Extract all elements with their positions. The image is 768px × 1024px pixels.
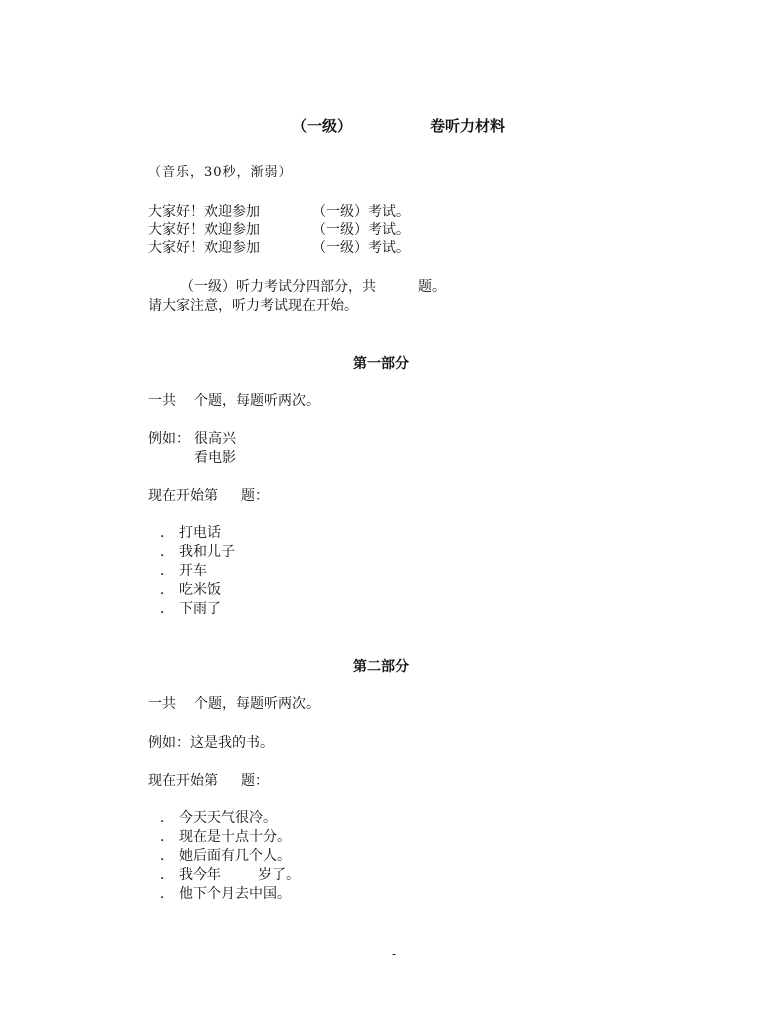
part1-example-label: 例如： (148, 431, 190, 447)
part1-count-start: 一共 (148, 393, 176, 409)
part1-item-4: 吃米饭 (179, 582, 221, 598)
part2-item-5: 他下个月去中国。 (179, 886, 291, 902)
part2-item-2: 现在是十点十分。 (179, 829, 291, 845)
part1-item-3-marker: ． (160, 563, 174, 579)
part2-item-4: 我今年 (179, 867, 221, 883)
part1-item-1: 打电话 (179, 525, 221, 541)
part2-item-3-marker: ． (160, 848, 174, 864)
part1-item-4-marker: ． (160, 582, 174, 598)
title-name: 卷听力材料 (430, 117, 506, 135)
part1-item-5-marker: ． (160, 601, 174, 617)
part2-item-2-marker: ． (160, 829, 174, 845)
welcome-line-1-level: （一级）考试。 (312, 204, 410, 220)
welcome-line-2-level: （一级）考试。 (312, 222, 410, 238)
intro-line-1: （一级）听力考试分四部分，共 (180, 279, 376, 295)
part2-heading: 第二部分 (353, 659, 409, 675)
music-note: （音乐，30秒，渐弱） (148, 165, 293, 180)
intro-line-1-end: 题。 (418, 279, 446, 295)
part2-start-prefix: 现在开始第 (148, 773, 218, 789)
part1-example-2: 看电影 (194, 450, 236, 466)
page-number: - (392, 947, 397, 961)
part2-item-3: 她后面有几个人。 (179, 848, 291, 864)
part1-item-5: 下雨了 (179, 601, 221, 617)
part2-count-start: 一共 (148, 696, 176, 712)
part1-start-prefix: 现在开始第 (148, 488, 218, 504)
part2-item-1-marker: ． (160, 810, 174, 826)
part2-example: 例如：这是我的书。 (148, 735, 274, 751)
part2-count-end: 个题，每题听两次。 (194, 696, 320, 712)
part2-item-1: 今天天气很冷。 (179, 810, 277, 826)
part2-item-5-marker: ． (160, 886, 174, 902)
part2-start-suffix: 题： (241, 773, 269, 789)
part2-item-4-marker: ． (160, 867, 174, 883)
part2-item-4-end: 岁了。 (258, 867, 300, 883)
part1-item-3: 开车 (179, 563, 207, 579)
intro-line-2: 请大家注意，听力考试现在开始。 (148, 298, 358, 314)
part1-count-end: 个题，每题听两次。 (194, 393, 320, 409)
part1-heading: 第一部分 (353, 356, 409, 372)
title-level: （一级） (292, 117, 353, 135)
welcome-line-1-text: 大家好！欢迎参加 (148, 204, 260, 220)
part1-start-suffix: 题： (241, 488, 269, 504)
welcome-line-3-text: 大家好！欢迎参加 (148, 240, 260, 256)
part1-example-1: 很高兴 (194, 431, 236, 447)
part1-item-2-marker: ． (160, 544, 174, 560)
part1-item-1-marker: ． (160, 525, 174, 541)
welcome-line-3-level: （一级）考试。 (312, 240, 410, 256)
welcome-line-2-text: 大家好！欢迎参加 (148, 222, 260, 238)
part1-item-2: 我和儿子 (179, 544, 235, 560)
